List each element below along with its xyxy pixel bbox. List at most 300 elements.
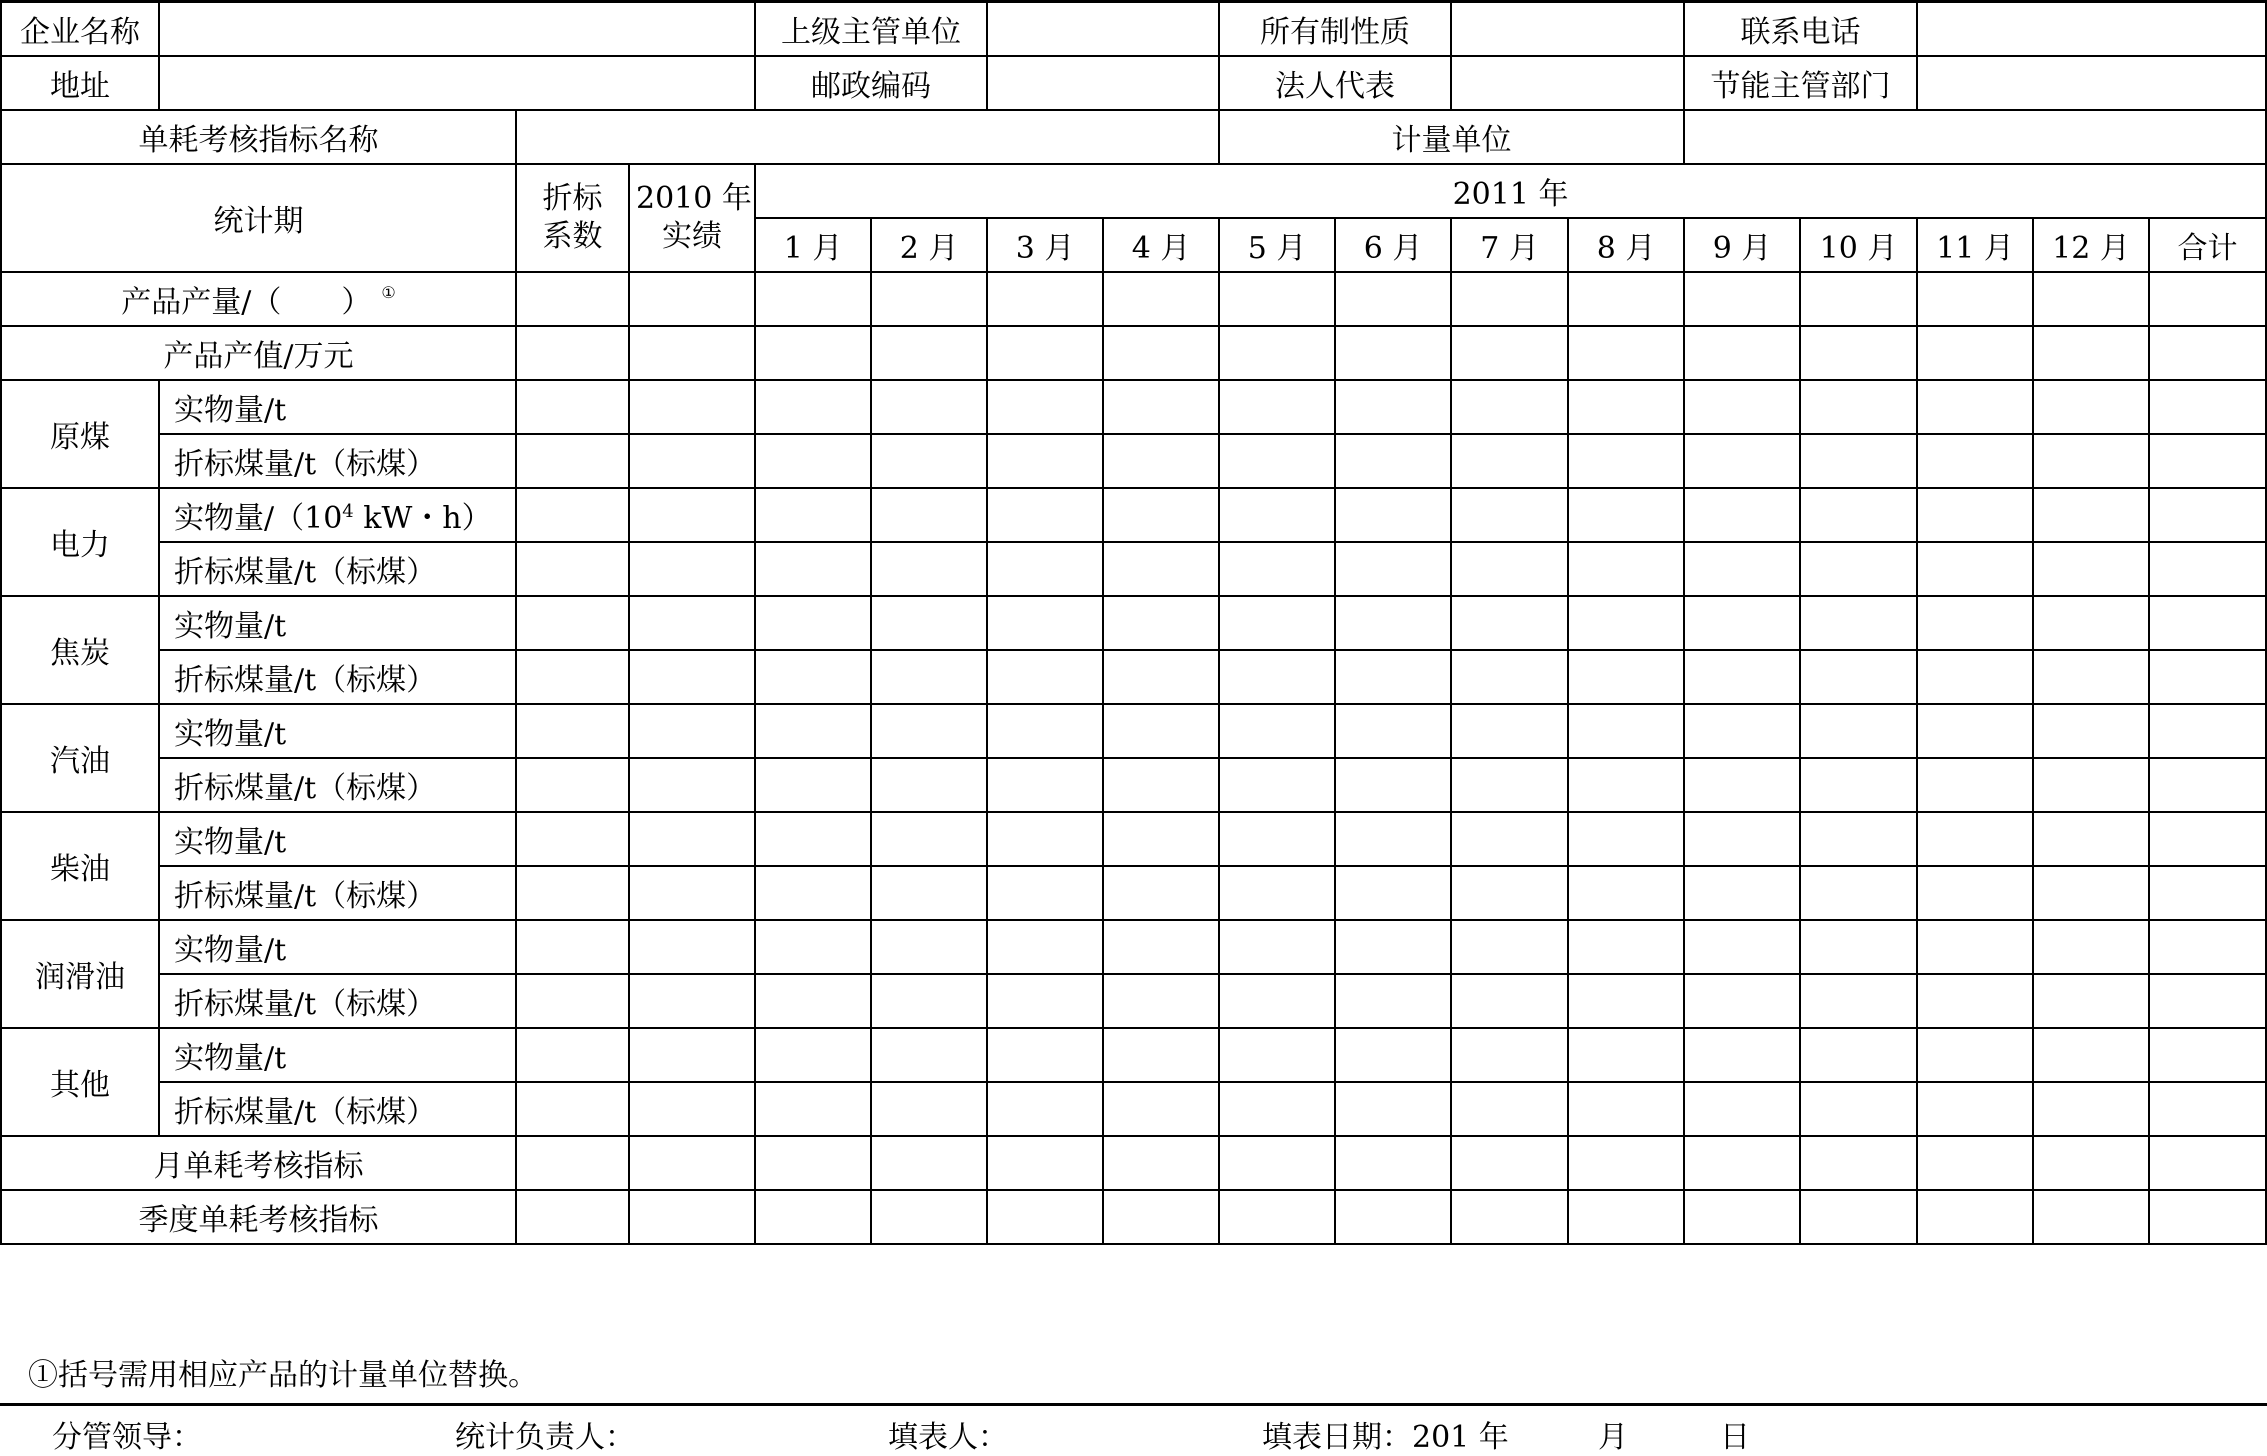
data-cell[interactable] [1568,812,1684,866]
data-cell[interactable] [1800,866,1917,920]
data-cell[interactable] [2149,1136,2266,1190]
data-cell[interactable] [1335,488,1451,542]
data-cell[interactable] [871,866,987,920]
data-cell[interactable] [1335,1082,1451,1136]
data-cell[interactable] [1568,326,1684,380]
data-cell[interactable] [1335,704,1451,758]
data-cell[interactable] [1103,974,1219,1028]
data-cell[interactable] [1800,1136,1917,1190]
data-cell[interactable] [629,866,755,920]
data-cell[interactable] [629,488,755,542]
data-cell[interactable] [871,920,987,974]
data-cell[interactable] [1917,272,2033,326]
data-cell[interactable] [1917,650,2033,704]
data-cell[interactable] [1568,704,1684,758]
data-cell[interactable] [1568,650,1684,704]
data-cell[interactable] [1451,704,1568,758]
product-output-label [1,272,516,326]
standard-coal-label: 折标煤量/t（标煤） [159,650,516,704]
data-cell[interactable] [871,488,987,542]
data-cell[interactable] [987,1028,1103,1082]
data-cell[interactable] [987,812,1103,866]
data-cell[interactable] [2149,704,2266,758]
data-cell[interactable] [1917,812,2033,866]
data-cell[interactable] [1219,380,1335,434]
company-name-field[interactable] [159,2,755,56]
data-cell[interactable] [2033,272,2149,326]
data-cell[interactable] [2033,812,2149,866]
data-cell[interactable] [1103,650,1219,704]
data-cell[interactable] [1219,488,1335,542]
data-cell[interactable] [1335,1190,1451,1244]
data-cell[interactable] [871,1190,987,1244]
data-cell[interactable] [1684,434,1800,488]
data-cell[interactable] [755,1190,871,1244]
data-cell[interactable] [2033,758,2149,812]
electricity-standard-row [1,542,2266,596]
data-cell[interactable] [516,488,629,542]
data-cell[interactable] [755,974,871,1028]
data-cell[interactable] [516,542,629,596]
data-cell[interactable] [1800,1082,1917,1136]
data-cell[interactable] [2033,866,2149,920]
data-cell[interactable] [871,704,987,758]
data-cell[interactable] [755,812,871,866]
data-cell[interactable] [629,272,755,326]
data-cell[interactable] [987,758,1103,812]
data-cell[interactable] [871,974,987,1028]
data-cell[interactable] [516,596,629,650]
data-cell[interactable] [1800,542,1917,596]
data-cell[interactable] [1800,1190,1917,1244]
data-cell[interactable] [1335,596,1451,650]
data-cell[interactable] [629,380,755,434]
data-cell[interactable] [516,380,629,434]
data-cell[interactable] [629,758,755,812]
data-cell[interactable] [1451,434,1568,488]
data-cell[interactable] [871,650,987,704]
data-cell[interactable] [1335,1028,1451,1082]
data-cell[interactable] [1103,326,1219,380]
data-cell[interactable] [1103,812,1219,866]
data-cell[interactable] [2033,920,2149,974]
data-cell[interactable] [1684,1028,1800,1082]
data-cell[interactable] [1451,866,1568,920]
data-cell[interactable] [1219,1082,1335,1136]
quarterly-indicator-row [1,1190,2266,1244]
data-cell[interactable] [2149,1190,2266,1244]
data-cell[interactable] [2033,380,2149,434]
data-cell[interactable] [755,434,871,488]
data-cell[interactable] [1917,866,2033,920]
data-cell[interactable] [629,542,755,596]
data-cell[interactable] [516,812,629,866]
data-cell[interactable] [1103,1028,1219,1082]
energy-dept-field[interactable] [1917,56,2266,110]
data-cell[interactable] [2149,596,2266,650]
factor-header [516,164,629,272]
data-cell[interactable] [2033,704,2149,758]
data-cell[interactable] [1219,272,1335,326]
data-cell[interactable] [1917,380,2033,434]
data-cell[interactable] [1451,974,1568,1028]
data-cell[interactable] [1568,1082,1684,1136]
data-cell[interactable] [1917,434,2033,488]
data-cell[interactable] [755,866,871,920]
data-cell[interactable] [2149,542,2266,596]
indicator-name-field[interactable] [516,110,1219,164]
month-header: 7 月 [1451,218,1568,272]
data-cell[interactable] [987,1082,1103,1136]
data-cell[interactable] [2033,974,2149,1028]
data-cell[interactable] [2033,1190,2149,1244]
data-cell[interactable] [629,1190,755,1244]
unit-field[interactable] [1684,110,2266,164]
data-cell[interactable] [1800,920,1917,974]
data-cell[interactable] [871,1136,987,1190]
data-cell[interactable] [1335,974,1451,1028]
data-cell[interactable] [1684,380,1800,434]
data-cell[interactable] [1568,596,1684,650]
standard-coal-label: 折标煤量/t（标煤） [159,1082,516,1136]
data-cell[interactable] [1103,704,1219,758]
data-cell[interactable] [1103,920,1219,974]
data-cell[interactable] [1451,488,1568,542]
data-cell[interactable] [755,1082,871,1136]
data-cell[interactable] [1684,542,1800,596]
data-cell[interactable] [1335,650,1451,704]
phone-field[interactable] [1917,2,2266,56]
data-cell[interactable] [516,866,629,920]
data-cell[interactable] [755,542,871,596]
data-cell[interactable] [871,380,987,434]
gasoline-physical-row [1,704,2266,758]
data-cell[interactable] [1103,1190,1219,1244]
data-cell[interactable] [516,326,629,380]
data-cell[interactable] [629,1028,755,1082]
data-cell[interactable] [1451,326,1568,380]
data-cell[interactable] [1335,1136,1451,1190]
data-cell[interactable] [1800,596,1917,650]
data-cell[interactable] [1103,758,1219,812]
data-cell[interactable] [1917,704,2033,758]
data-cell[interactable] [2033,326,2149,380]
data-cell[interactable] [987,704,1103,758]
data-cell[interactable] [1568,272,1684,326]
data-cell[interactable] [1103,542,1219,596]
data-cell[interactable] [987,1136,1103,1190]
address-field[interactable] [159,56,755,110]
data-cell[interactable] [1103,866,1219,920]
data-cell[interactable] [516,920,629,974]
data-cell[interactable] [1917,758,2033,812]
data-cell[interactable] [1451,1136,1568,1190]
product-output-row [1,272,2266,326]
data-cell[interactable] [1451,758,1568,812]
data-cell[interactable] [1917,488,2033,542]
data-cell[interactable] [1451,380,1568,434]
data-cell[interactable] [2033,488,2149,542]
data-cell[interactable] [1917,326,2033,380]
data-cell[interactable] [1568,1136,1684,1190]
diesel-physical-row [1,812,2266,866]
data-cell[interactable] [1103,380,1219,434]
data-cell[interactable] [871,596,987,650]
data-cell[interactable] [629,596,755,650]
data-cell[interactable] [1800,1028,1917,1082]
data-cell[interactable] [987,488,1103,542]
data-cell[interactable] [629,920,755,974]
data-cell[interactable] [987,650,1103,704]
data-cell[interactable] [1451,596,1568,650]
data-cell[interactable] [2149,434,2266,488]
data-cell[interactable] [2033,1082,2149,1136]
data-cell[interactable] [516,758,629,812]
data-cell[interactable] [2149,1082,2266,1136]
data-cell[interactable] [1684,596,1800,650]
data-cell[interactable] [516,1136,629,1190]
ownership-field[interactable] [1451,2,1684,56]
data-cell[interactable] [1568,1190,1684,1244]
data-cell[interactable] [871,434,987,488]
data-cell[interactable] [1335,326,1451,380]
data-cell[interactable] [1684,326,1800,380]
data-cell[interactable] [1684,272,1800,326]
data-cell[interactable] [1219,866,1335,920]
data-cell[interactable] [1103,1082,1219,1136]
data-cell[interactable] [1568,434,1684,488]
data-cell[interactable] [755,1028,871,1082]
data-cell[interactable] [2149,650,2266,704]
data-cell[interactable] [1917,542,2033,596]
data-cell[interactable] [1451,1190,1568,1244]
data-cell[interactable] [2149,488,2266,542]
data-cell[interactable] [755,920,871,974]
data-cell[interactable] [1684,704,1800,758]
data-cell[interactable] [1451,1082,1568,1136]
data-cell[interactable] [755,326,871,380]
data-cell[interactable] [1219,596,1335,650]
data-cell[interactable] [1335,920,1451,974]
supervisor-field[interactable] [987,2,1219,56]
data-cell[interactable] [2033,434,2149,488]
data-cell[interactable] [1219,1190,1335,1244]
data-cell[interactable] [1451,812,1568,866]
data-cell[interactable] [516,650,629,704]
data-cell[interactable] [1335,380,1451,434]
data-cell[interactable] [2033,596,2149,650]
data-cell[interactable] [1219,326,1335,380]
data-cell[interactable] [1568,974,1684,1028]
data-cell[interactable] [1800,812,1917,866]
prev-year-header-line1: 2010 年 [636,181,752,216]
data-cell[interactable] [516,974,629,1028]
info-row-1 [1,2,2266,56]
data-cell[interactable] [2033,1028,2149,1082]
data-cell[interactable] [1451,272,1568,326]
data-cell[interactable] [1917,1082,2033,1136]
data-cell[interactable] [1219,1028,1335,1082]
data-cell[interactable] [2149,974,2266,1028]
month-header: 8 月 [1568,218,1684,272]
data-cell[interactable] [629,1082,755,1136]
data-cell[interactable] [1684,812,1800,866]
data-cell[interactable] [1219,812,1335,866]
fill-date-month-label: 月 [1598,1420,1628,1455]
data-cell[interactable] [2149,380,2266,434]
data-cell[interactable] [755,596,871,650]
data-cell[interactable] [2033,650,2149,704]
data-cell[interactable] [987,920,1103,974]
data-cell[interactable] [516,272,629,326]
data-cell[interactable] [1568,542,1684,596]
data-cell[interactable] [1800,650,1917,704]
raw-coal-physical-row [1,380,2266,434]
data-cell[interactable] [755,758,871,812]
data-cell[interactable] [1335,758,1451,812]
data-cell[interactable] [1335,434,1451,488]
energy-type-label: 其他 [1,1028,159,1136]
data-cell[interactable] [871,272,987,326]
data-cell[interactable] [1335,272,1451,326]
data-cell[interactable] [2149,812,2266,866]
data-cell[interactable] [1451,920,1568,974]
data-cell[interactable] [871,1028,987,1082]
data-cell[interactable] [629,974,755,1028]
data-cell[interactable] [516,434,629,488]
data-cell[interactable] [1800,326,1917,380]
data-cell[interactable] [1219,542,1335,596]
data-cell[interactable] [1219,974,1335,1028]
data-cell[interactable] [755,380,871,434]
data-cell[interactable] [1103,596,1219,650]
data-cell[interactable] [1568,380,1684,434]
data-cell[interactable] [1219,434,1335,488]
data-cell[interactable] [987,542,1103,596]
data-cell[interactable] [1568,866,1684,920]
data-cell[interactable] [1103,1136,1219,1190]
data-cell[interactable] [2033,1136,2149,1190]
data-cell[interactable] [1335,812,1451,866]
data-cell[interactable] [2033,542,2149,596]
data-cell[interactable] [755,650,871,704]
data-cell[interactable] [629,1136,755,1190]
data-cell[interactable] [1451,1028,1568,1082]
data-cell[interactable] [1103,272,1219,326]
data-cell[interactable] [1917,1190,2033,1244]
data-cell[interactable] [1800,758,1917,812]
data-cell[interactable] [987,596,1103,650]
data-cell[interactable] [1917,974,2033,1028]
data-cell[interactable] [1684,866,1800,920]
data-cell[interactable] [1219,704,1335,758]
data-cell[interactable] [871,812,987,866]
data-cell[interactable] [1684,974,1800,1028]
data-cell[interactable] [1684,1082,1800,1136]
data-cell[interactable] [1103,488,1219,542]
data-cell[interactable] [871,758,987,812]
data-cell[interactable] [2149,758,2266,812]
data-cell[interactable] [1800,380,1917,434]
data-cell[interactable] [871,542,987,596]
data-cell[interactable] [987,866,1103,920]
data-cell[interactable] [987,974,1103,1028]
data-cell[interactable] [1800,272,1917,326]
data-cell[interactable] [755,272,871,326]
data-cell[interactable] [2149,920,2266,974]
legal-rep-field[interactable] [1451,56,1684,110]
data-cell[interactable] [1568,758,1684,812]
data-cell[interactable] [629,650,755,704]
data-cell[interactable] [629,704,755,758]
data-cell[interactable] [987,1190,1103,1244]
data-cell[interactable] [1800,488,1917,542]
data-cell[interactable] [1684,758,1800,812]
data-cell[interactable] [1451,650,1568,704]
data-cell[interactable] [1917,920,2033,974]
data-cell[interactable] [1568,1028,1684,1082]
data-cell[interactable] [629,812,755,866]
data-cell[interactable] [871,326,987,380]
data-cell[interactable] [755,1136,871,1190]
data-cell[interactable] [516,1190,629,1244]
data-cell[interactable] [2149,866,2266,920]
data-cell[interactable] [1684,1136,1800,1190]
month-header: 11 月 [1917,218,2033,272]
data-cell[interactable] [1451,542,1568,596]
data-cell[interactable] [1800,704,1917,758]
data-cell[interactable] [516,1028,629,1082]
data-cell[interactable] [516,704,629,758]
data-cell[interactable] [629,326,755,380]
data-cell[interactable] [1219,1136,1335,1190]
data-cell[interactable] [987,326,1103,380]
data-cell[interactable] [629,434,755,488]
data-cell[interactable] [987,434,1103,488]
data-cell[interactable] [1219,758,1335,812]
data-cell[interactable] [1684,920,1800,974]
data-cell[interactable] [1103,434,1219,488]
data-cell[interactable] [987,272,1103,326]
data-cell[interactable] [1800,434,1917,488]
data-cell[interactable] [1335,542,1451,596]
data-cell[interactable] [1335,866,1451,920]
data-cell[interactable] [2149,1028,2266,1082]
month-header: 12 月 [2033,218,2149,272]
data-cell[interactable] [1684,1190,1800,1244]
data-cell[interactable] [1917,1028,2033,1082]
data-cell[interactable] [755,488,871,542]
data-cell[interactable] [1219,920,1335,974]
postcode-label: 邮政编码 [755,56,987,110]
data-cell[interactable] [1684,650,1800,704]
postcode-field[interactable] [987,56,1219,110]
data-cell[interactable] [871,1082,987,1136]
data-cell[interactable] [1568,920,1684,974]
data-cell[interactable] [1917,1136,2033,1190]
data-cell[interactable] [1219,650,1335,704]
data-cell[interactable] [2149,272,2266,326]
data-cell[interactable] [1800,974,1917,1028]
data-cell[interactable] [1568,488,1684,542]
data-cell[interactable] [516,1082,629,1136]
data-cell[interactable] [987,380,1103,434]
data-cell[interactable] [1917,596,2033,650]
prev-year-header [629,164,755,272]
data-cell[interactable] [1684,488,1800,542]
data-cell[interactable] [755,704,871,758]
data-cell[interactable] [2149,326,2266,380]
